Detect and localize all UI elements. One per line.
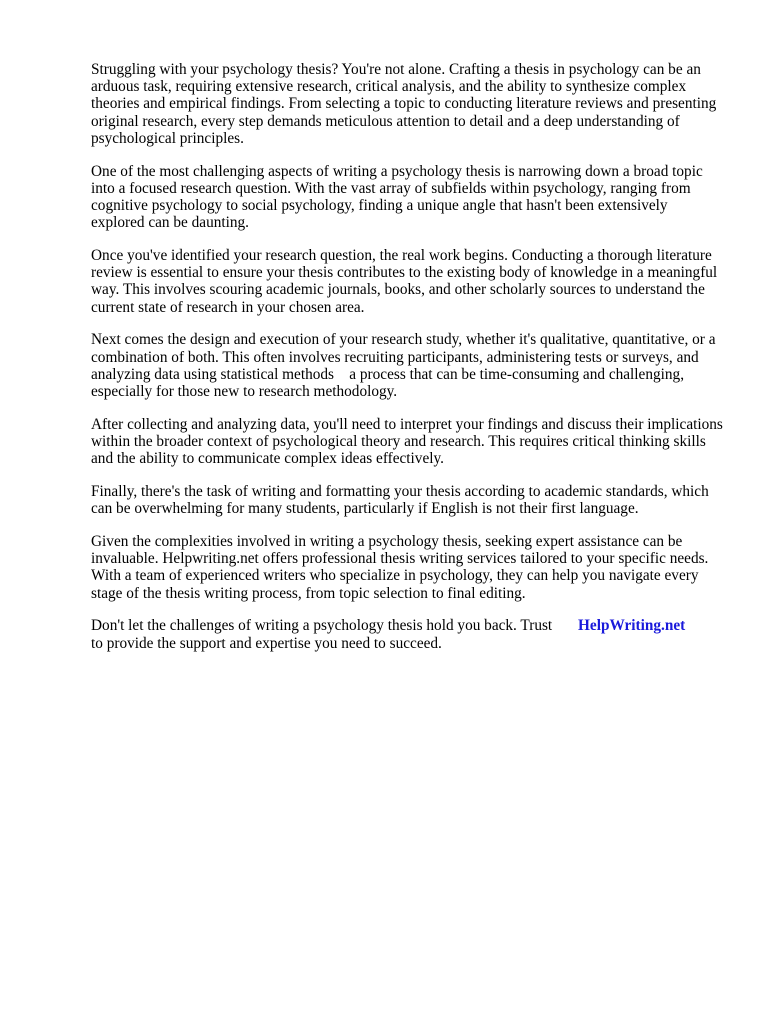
paragraph-topic: One of the most challenging aspects of writing a psychology thesis is narrowing down a broad topic into a focused research question. With the vast array of subfields within psychology, ranging from cognitive psychology to social psychology, finding a unique angle that hasn't been extensively explored can be daunting. [91, 162, 703, 232]
closing-text-before: Don't let the challenges of writing a psychology thesis hold you back. Trust [91, 617, 553, 635]
paragraph-assistance: Given the complexities involved in writing a psychology thesis, seeking expert assistance can be invaluable. Helpwriting.net offers professional thesis writing services tailored to your specific needs. With a team of experienced writers who specialize in psychology, they can help you navigate every stage of the thesis writing process, from topic selection to final editing. [91, 533, 709, 602]
helpwriting-link[interactable]: HelpWriting.net [578, 617, 686, 635]
paragraph-formatting: Finally, there's the task of writing and formatting your thesis according to academic standards, which can be overwhelming for many students, particularly if English is not their first language. [91, 483, 709, 518]
closing-text-after: to provide the support and expertise you need to succeed. [91, 634, 442, 652]
paragraph-findings: After collecting and analyzing data, you'll need to interpret your findings and discuss their implications within the broader context of psychological theory and research. This requires critical thinking skills and the ability to communicate complex ideas effectively. [91, 415, 723, 468]
document-body [91, 61, 723, 667]
paragraph-literature: Once you've identified your research question, the real work begins. Conducting a thorough literature review is essential to ensure your thesis contributes to the existing body of knowledge in a meaningful way. This involves scouring academic journals, books, and other scholarly sources to understand the current state of research in your chosen area. [91, 247, 718, 316]
paragraph-research-design: Next comes the design and execution of your research study, whether it's qualitative, quantitative, or a combination of both. This often involves recruiting participants, administering tests or surveys, and analyzing data using statistical methods a process that can be time-consuming and challenging, especially for those new to research methodology. [91, 331, 716, 401]
paragraph-closing [91, 617, 723, 651]
paragraph-intro: Struggling with your psychology thesis? You're not alone. Crafting a thesis in psychology can be an arduous task, requiring extensive research, critical analysis, and the ability to synthesize complex theories and empirical findings. From selecting a topic to conducting literature reviews and presenting original research, every step demands meticulous attention to detail and a deep understanding of psychological principles. [91, 61, 717, 147]
